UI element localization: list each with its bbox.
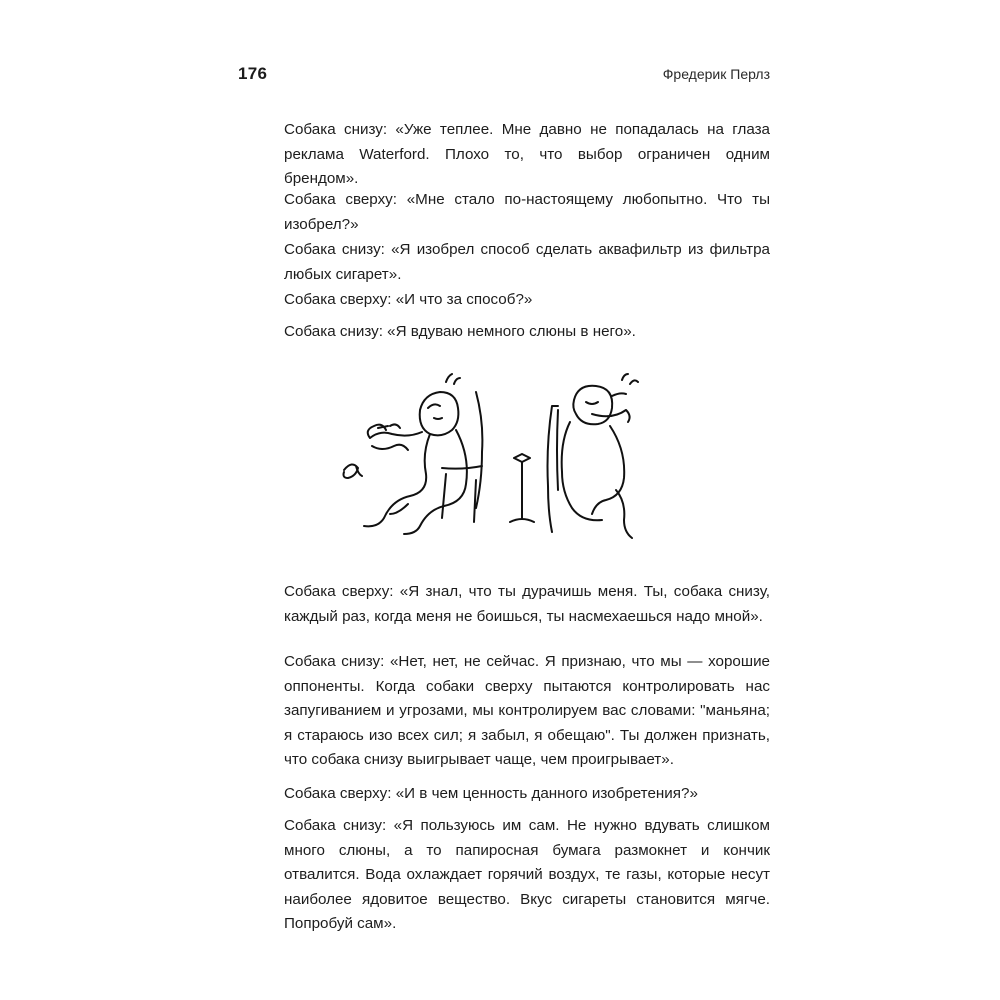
left-figure-arm [368,424,422,438]
sketch-two-seated-figures-icon [330,370,670,550]
right-figure-head [573,386,612,425]
dialogue-paragraph: Собака сверху: «И что за способ?» [284,291,533,308]
page-number: 176 [238,64,268,83]
right-chair [548,406,559,532]
sketch-illustration [330,370,670,550]
dialogue-paragraph: Собака сверху: «Мне стало по-настоящему любопытно. Что ты изобрел?» [284,191,770,233]
running-head: Фредерик Перлз [662,66,770,82]
dialogue-paragraph: Собака снизу: «Я пользуюсь им сам. Не нужно вдувать слишком много слюны, а то папиросная бумага размокнет и кончик отвалится. Вода охлаждает горячий воздух, те газы, которые несут наиболее ядовитое вещество. Вкус сигареты становится мягче. Попробуй сам». [284,817,770,932]
dialogue-paragraph: Собака снизу: «Нет, нет, не сейчас. Я признаю, что мы — хорошие оппоненты. Когда собаки сверху пытаются контролировать нас запугиванием и угрозами, мы контролируем вас словами: "маньяна; я стараюсь изо всех сил; я забыл, я обещаю". Ты должен признать, что собака снизу выигрывает чаще, чем проигрывает». [284,653,770,768]
left-figure-body [364,430,467,534]
dialogue-paragraph: Собака сверху: «Я знал, что ты дурачишь меня. Ты, собака снизу, каждый раз, когда меня не боишься, ты насмехаешься надо мной». [284,583,770,625]
handwritten-letter-a [344,464,363,478]
dialogue-paragraph: Собака снизу: «Уже теплее. Мне давно не попадалась на глаза реклама Waterford. Плохо то, что выбор ограничен одним брендом». [284,121,770,187]
dialogue-paragraph: Собака сверху: «И в чем ценность данного изобретения?» [284,785,698,802]
left-chair [442,392,482,522]
left-figure-head [420,392,459,435]
right-figure-body [562,422,632,538]
ashtray-stand [510,454,534,522]
dialogue-paragraph: Собака снизу: «Я изобрел способ сделать аквафильтр из фильтра любых сигарет». [284,241,770,283]
dialogue-paragraph: Собака снизу: «Я вдуваю немного слюны в него». [284,323,636,340]
